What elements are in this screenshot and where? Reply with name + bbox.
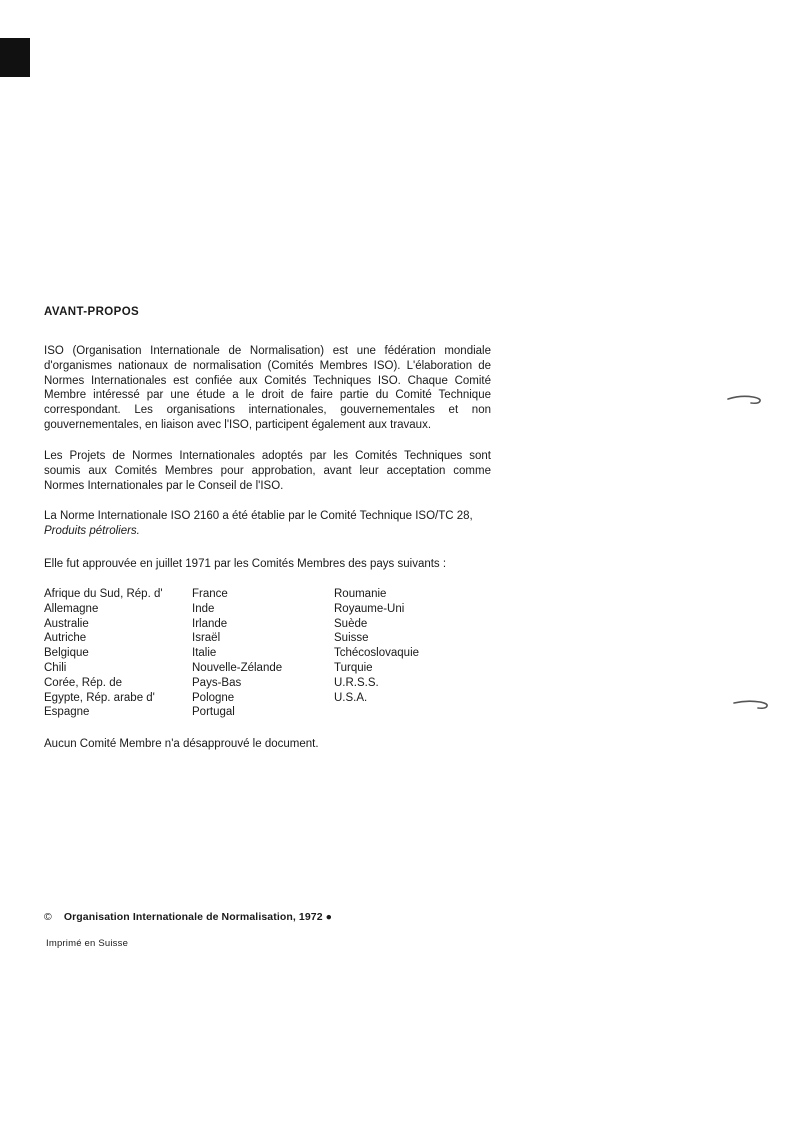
country-item: Belgique <box>44 647 89 660</box>
corner-scan-mark <box>0 38 30 77</box>
handwritten-scan-mark-icon <box>727 392 765 408</box>
foreword-heading: AVANT-PROPOS <box>44 306 140 318</box>
country-item: Suisse <box>334 632 369 645</box>
country-item: Portugal <box>192 706 235 719</box>
country-item: Italie <box>192 647 217 660</box>
country-item: U.S.A. <box>334 691 368 704</box>
country-item: Suède <box>334 617 368 630</box>
disapproval-note: Aucun Comité Membre n'a désapprouvé le document. <box>44 738 319 750</box>
country-item: Australie <box>44 617 89 630</box>
country-item: Nouvelle-Zélande <box>192 661 283 674</box>
approval-intro-line: Elle fut approuvée en juillet 1971 par les Comités Membres des pays suivants : <box>44 558 447 570</box>
country-item: Autriche <box>44 632 87 645</box>
copyright-symbol: © <box>44 911 52 923</box>
paragraph-standard-origin-text: La Norme Internationale ISO 2160 a été établie par le Comité Technique ISO/TC 28, <box>44 510 473 522</box>
country-item: Espagne <box>44 706 90 719</box>
handwritten-scan-mark-icon <box>733 697 771 713</box>
copyright-line <box>44 911 332 923</box>
paragraph-standard-origin <box>44 509 504 539</box>
printed-in-line: Imprimé en Suisse <box>46 938 129 949</box>
country-item: U.R.S.S. <box>334 676 379 689</box>
country-item: Corée, Rép. de <box>44 676 122 689</box>
country-columns <box>44 587 514 720</box>
country-item: Israël <box>192 632 221 645</box>
paragraph-standard-origin-title: Produits pétroliers. <box>44 524 140 537</box>
paragraph-draft-approval: Les Projets de Normes Internationales adoptés par les Comités Techniques sont soumis aux Comités Membres pour approbation, avant leur acceptation comme Normes Internationales par le Conseil de l'ISO. <box>44 450 491 492</box>
country-item: Pays-Bas <box>192 676 242 689</box>
country-column-3 <box>334 587 484 720</box>
country-item: Allemagne <box>44 602 99 615</box>
country-item: France <box>192 588 228 600</box>
country-item: Royaume-Uni <box>334 602 405 615</box>
country-item: Afrique du Sud, Rép. d' <box>44 588 163 600</box>
country-column-2 <box>192 587 334 720</box>
country-item: Turquie <box>334 661 373 674</box>
country-item: Irlande <box>192 617 228 630</box>
country-item: Egypte, Rép. arabe d' <box>44 691 155 704</box>
paragraph-iso-description: ISO (Organisation Internationale de Normalisation) est une fédération mondiale d'organismes nationaux de normalisation (Comités Membres ISO). L'élaboration de Normes Internationales est confiée aux Comités Techniques ISO. Chaque Comité Membre intéressé par une étude a le droit de faire partie du Comité Technique correspondant. Les organisations internationales, gouvernementales et non gouvernementales, en liaison avec l'ISO, participent également aux travaux. <box>44 345 491 431</box>
country-item: Roumanie <box>334 588 387 600</box>
country-item: Chili <box>44 661 67 674</box>
country-item: Pologne <box>192 691 235 704</box>
country-item: Inde <box>192 602 215 615</box>
country-column-1 <box>44 587 192 720</box>
country-item: Tchécoslovaquie <box>334 647 420 660</box>
copyright-text: Organisation Internationale de Normalisation, 1972 ● <box>63 911 333 923</box>
